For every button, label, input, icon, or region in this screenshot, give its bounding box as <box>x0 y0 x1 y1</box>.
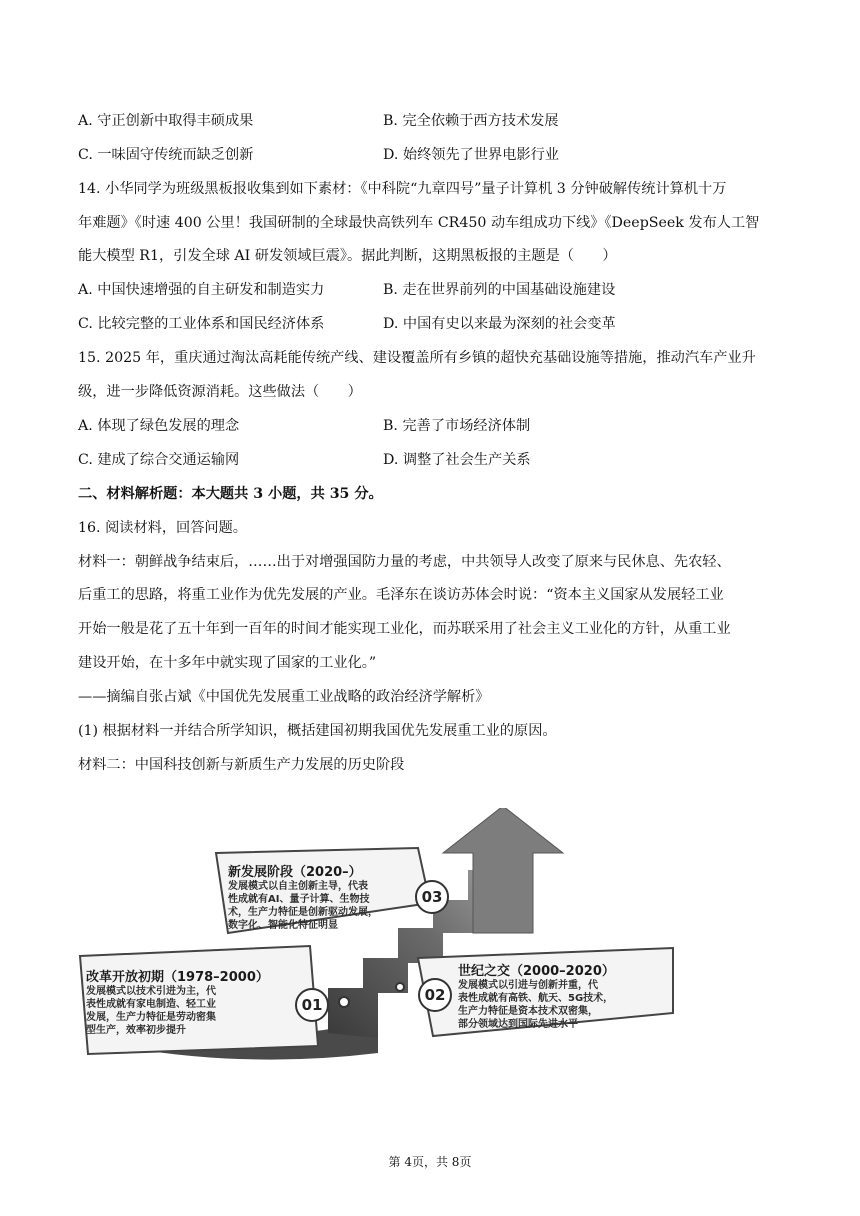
q14-stem-line: 年难题》《时速 400 公里！我国研制的全球最快高铁列车 CR450 动车组成功下线》《DeepSeek 发布人工智 <box>78 215 760 231</box>
q15-stem-line: 级，进一步降低资源消耗。这些做法（ ） <box>78 384 362 400</box>
q15-option-b: B. 完善了市场经济体制 <box>383 418 531 434</box>
stage-03-box <box>228 861 423 932</box>
q15-option-c: C. 建成了综合交通运输网 <box>78 452 240 468</box>
stage-02-box <box>458 960 673 1031</box>
q14-option-b: B. 走在世界前列的中国基础设施建设 <box>383 282 616 298</box>
material1-line: 后重工的思路，将重工业作为优先发展的产业。毛泽东在谈访苏体会时说：“资本主义国家从发展轻工业 <box>78 587 724 603</box>
stage-01-desc-line: 表性成就有家电制造、轻工业 <box>86 999 216 1010</box>
material1-line: 建设开始，在十多年中就实现了国家的工业化。” <box>78 655 377 671</box>
stage-03-badge: 03 <box>415 880 449 914</box>
material1-source: ——摘编自张占斌《中国优先发展重工业战略的政治经济学解析》 <box>78 689 490 705</box>
stage-01-desc-line: 发展模式以技术引进为主，代 <box>86 986 216 997</box>
stage-02-desc-line: 生产力特征是资本技术双密集， <box>458 1006 598 1017</box>
q13-option-b: B. 完全依赖于西方技术发展 <box>383 113 559 129</box>
stage-01-title: 改革开放初期（1978–2000） <box>86 970 269 985</box>
stage-03-desc-line: 术，生产力特征是创新驱动发展， <box>228 907 378 918</box>
stage-03-desc-line: 数字化、智能化特征明显 <box>228 920 338 931</box>
stage-02-title: 世纪之交（2000–2020） <box>458 964 615 979</box>
stage-01-desc-line: 型生产，效率初步提升 <box>86 1025 186 1036</box>
q14-option-a: A. 中国快速增强的自主研发和制造实力 <box>78 282 325 298</box>
stage-02-desc-line: 发展模式以引进与创新并重，代 <box>458 980 598 991</box>
stage-02-badge: 02 <box>418 978 452 1012</box>
q15-stem-line: 15. 2025 年，重庆通过淘汰高耗能传统产线、建设覆盖所有乡镇的超快充基础设施等措施，推动汽车产业升 <box>78 350 756 366</box>
q14-stem-line: 14. 小华同学为班级黑板报收集到如下素材：《中科院“九章四号”量子计算机 3 分钟破解传统计算机十万 <box>78 181 727 197</box>
stage-01-badge: 01 <box>295 988 329 1022</box>
stage-03-desc-line: 性成就有AI、量子计算、生物技 <box>228 894 370 905</box>
section-heading: 二、材料解析题：本大题共 3 小题，共 35 分。 <box>78 486 383 502</box>
page-footer: 第 4页，共 8页 <box>388 1155 472 1169</box>
q13-option-a: A. 守正创新中取得丰硕成果 <box>78 113 254 129</box>
q13-option-d: D. 始终领先了世界电影行业 <box>383 147 559 163</box>
stage-01-desc-line: 发展，生产力特征是劳动密集 <box>86 1012 216 1023</box>
stage-03-desc-line: 发展模式以自主创新主导，代表 <box>228 881 368 892</box>
q16-intro: 16. 阅读材料，回答问题。 <box>78 520 247 536</box>
q13-option-c: C. 一味固守传统而缺乏创新 <box>78 147 254 163</box>
stage-03-title: 新发展阶段（2020–） <box>228 865 362 880</box>
material1-line: 开始一般是花了五十年到一百年的时间才能实现工业化，而苏联采用了社会主义工业化的方针，从重工业 <box>78 621 731 637</box>
innovation-stages-figure <box>78 808 688 1068</box>
stage-01-box <box>86 966 296 1037</box>
q14-stem-line: 能大模型 R1，引发全球 AI 研发领域巨震》。据此判断，这期黑板报的主题是（ ） <box>78 248 617 264</box>
stage-02-desc-line: 部分领域达到国际先进水平 <box>458 1019 578 1030</box>
q14-option-d: D. 中国有史以来最为深刻的社会变革 <box>383 316 616 332</box>
q15-option-a: A. 体现了绿色发展的理念 <box>78 418 240 434</box>
question-1: (1) 根据材料一并结合所学知识，概括建国初期我国优先发展重工业的原因。 <box>78 723 557 739</box>
q15-option-d: D. 调整了社会生产关系 <box>383 452 531 468</box>
stage-02-desc-line: 表性成就有高铁、航天、5G技术， <box>458 993 614 1004</box>
material2-title: 材料二：中国科技创新与新质生产力发展的历史阶段 <box>78 757 405 773</box>
q14-option-c: C. 比较完整的工业体系和国民经济体系 <box>78 316 325 332</box>
material1-line: 材料一：朝鲜战争结束后，……出于对增强国防力量的考虑，中共领导人改变了原来与民休息、先农轻、 <box>78 554 731 570</box>
